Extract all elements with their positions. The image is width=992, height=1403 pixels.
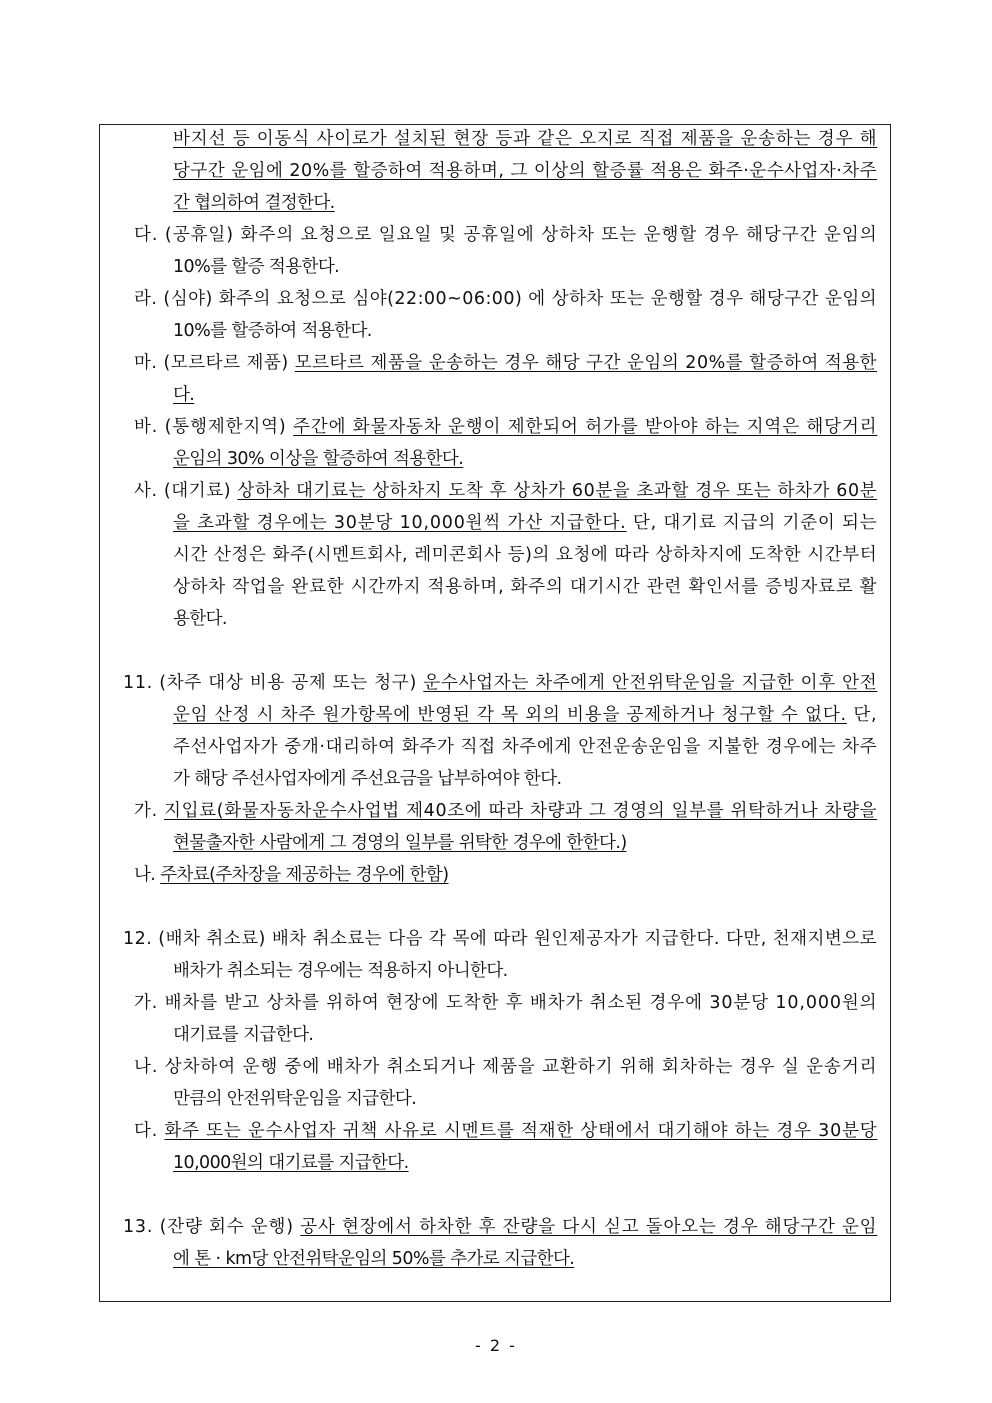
text-segment: 13. (잔량 회수 운행) <box>123 1217 301 1237</box>
underlined-text: 간 협의하여 결정한다. <box>173 193 335 213</box>
underlined-text: 운수사업자는 차주에게 안전위탁운임을 지급한 이후 안전 <box>423 673 878 693</box>
underlined-text: 화주 또는 운수사업자 귀책 사유로 시멘트를 적재한 상태에서 대기해야 하는 경우 30분당 <box>164 1121 878 1141</box>
text-segment: 다. (공휴일) 화주의 요청으로 일요일 및 공휴일에 상하차 또는 운행할 경우 해당구간 운임의 <box>134 225 878 245</box>
text-line <box>134 288 877 310</box>
text-segment: 대기료를 지급한다. <box>173 1025 314 1045</box>
text-line <box>173 192 335 214</box>
underlined-text: 모르타르 제품을 운송하는 경우 해당 구간 운임의 20%를 할증하여 적용한 <box>294 353 878 373</box>
underlined-text: 상하차 대기료는 상하차지 도착 후 상차가 60분을 초과할 경우 또는 하차가 60분 <box>237 481 878 501</box>
text-line <box>134 1120 877 1142</box>
text-line <box>173 576 877 598</box>
text-segment: 라. (심야) 화주의 요청으로 심야(22:00~06:00) 에 상하차 또는 운행할 경우 해당구간 운임의 <box>134 289 878 309</box>
text-line <box>173 448 463 470</box>
text-segment: 12. (배차 취소료) 배차 취소료는 다음 각 목에 따라 원인제공자가 지급한다. 다만, 천재지변으로 <box>123 929 878 949</box>
text-segment: 시간 산정은 화주(시멘트회사, 레미콘회사 등)의 요청에 따라 상하차지에 도착한 시간부터 <box>173 545 878 565</box>
underlined-text: 주차료(주차장을 제공하는 경우에 한함) <box>160 865 449 885</box>
text-segment: 단, <box>846 705 878 725</box>
text-segment: 10%를 할증 적용한다. <box>173 257 340 277</box>
underlined-text: 당구간 운임에 20%를 할증하여 적용하며, 그 이상의 할증률 적용은 화주·운수사업자·차주 <box>173 161 878 181</box>
underlined-text: 운임 산정 시 차주 원가항목에 반영된 각 목 외의 비용을 공제하거나 청구할 수 없다. <box>173 705 847 725</box>
text-segment: 다. <box>134 1121 165 1141</box>
underlined-text: 현물출자한 사람에게 그 경영의 일부를 위탁한 경우에 한한다.) <box>173 833 627 853</box>
underlined-text: 운임의 30% 이상을 할증하여 적용한다. <box>173 449 464 469</box>
text-line <box>173 320 372 342</box>
text-line <box>123 672 877 694</box>
text-line <box>173 256 339 278</box>
text-line <box>173 384 194 406</box>
text-segment: 배차가 취소되는 경우에는 적용하지 아니한다. <box>173 961 508 981</box>
text-segment: 나. 상차하여 운행 중에 배차가 취소되거나 제품을 교환하기 위해 회차하는 경우 실 운송거리 <box>134 1057 878 1077</box>
text-segment: 용한다. <box>173 609 227 629</box>
underlined-text: 주간에 화물자동차 운행이 제한되어 허가를 받아야 하는 지역은 해당거리 <box>293 417 878 437</box>
text-line <box>134 352 877 374</box>
text-line <box>173 1024 313 1046</box>
text-line <box>134 1056 878 1078</box>
text-line <box>173 704 877 726</box>
text-segment: 바. (통행제한지역) <box>134 417 294 437</box>
text-line <box>173 1248 574 1270</box>
text-segment: 마. (모르타르 제품) <box>134 353 295 373</box>
text-line <box>173 1152 409 1174</box>
text-segment: 11. (차주 대상 비용 공제 또는 청구) <box>123 673 424 693</box>
underlined-text: 을 초과할 경우에는 30분당 10,000원씩 가산 지급한다. <box>173 513 627 533</box>
text-line <box>134 480 877 502</box>
underlined-text: 지입료(화물자동차운수사업법 제40조에 따라 차량과 그 경영의 일부를 위탁하거나 차량을 <box>164 801 878 821</box>
text-segment: 10%를 할증하여 적용한다. <box>173 321 372 341</box>
text-line <box>134 992 877 1014</box>
underlined-text: 에 톤 · km당 안전위탁운임의 50%를 추가로 지급한다. <box>173 1249 575 1269</box>
text-segment: 주선사업자가 중개·대리하여 화주가 직접 차주에게 안전운송운임을 지불한 경우에는 차주 <box>173 737 878 757</box>
text-line <box>173 128 877 150</box>
text-line <box>173 608 227 630</box>
text-segment: 가 해당 주선사업자에게 주선요금을 납부하여야 한다. <box>173 769 562 789</box>
text-line <box>123 1216 877 1238</box>
underlined-text: 10,000원의 대기료를 지급한다. <box>173 1153 409 1173</box>
text-line <box>173 736 877 758</box>
text-line <box>123 928 877 950</box>
text-segment: 나. <box>134 865 161 885</box>
text-segment: 가. <box>134 801 165 821</box>
page-number: - 2 - <box>475 1336 517 1355</box>
text-line <box>173 1088 416 1110</box>
text-line <box>173 160 877 182</box>
text-segment: 만큼의 안전위탁운임을 지급한다. <box>173 1089 417 1109</box>
text-line <box>173 544 877 566</box>
text-segment: 사. (대기료) <box>134 481 238 501</box>
text-line <box>173 768 562 790</box>
text-line <box>134 864 448 886</box>
text-segment: 단, 대기료 지급의 기준이 되는 <box>626 513 878 533</box>
text-line <box>134 800 877 822</box>
text-segment: 가. 배차를 받고 상차를 위하여 현장에 도착한 후 배차가 취소된 경우에 30분당 10,000원의 <box>134 993 878 1013</box>
underlined-text: 바지선 등 이동식 사이로가 설치된 현장 등과 같은 오지로 직접 제품을 운송하는 경우 해 <box>173 129 878 149</box>
underlined-text: 공사 현장에서 하차한 후 잔량을 다시 싣고 돌아오는 경우 해당구간 운임 <box>300 1217 878 1237</box>
text-line <box>134 416 877 438</box>
text-line <box>134 224 878 246</box>
text-line <box>173 960 508 982</box>
text-line <box>173 512 877 534</box>
underlined-text: 다. <box>173 385 195 405</box>
text-segment: 상하차 작업을 완료한 시간까지 적용하며, 화주의 대기시간 관련 확인서를 증빙자료로 활 <box>173 577 878 597</box>
text-line <box>173 832 627 854</box>
